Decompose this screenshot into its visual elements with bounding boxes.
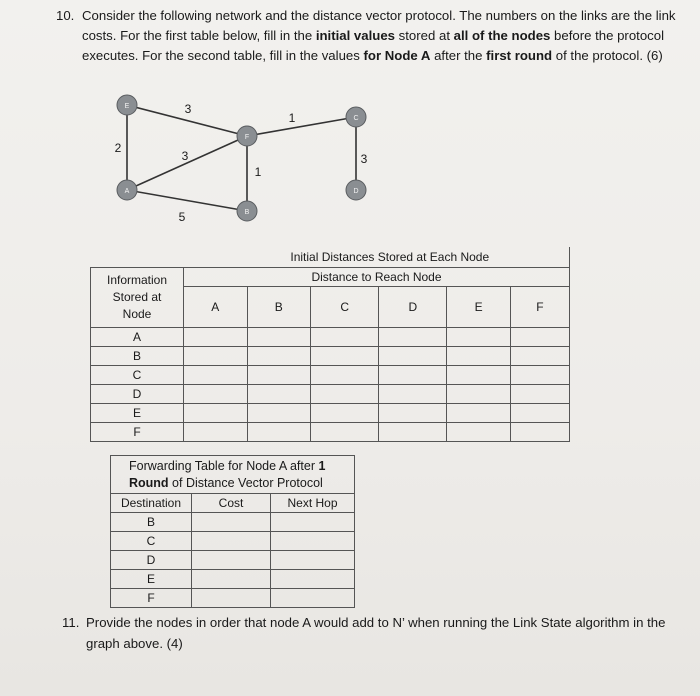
empty-cell[interactable] bbox=[247, 366, 311, 385]
column-header: B bbox=[247, 287, 311, 328]
node-label-e: E bbox=[124, 103, 130, 110]
column-header: Cost bbox=[192, 494, 271, 513]
network-graph bbox=[0, 0, 700, 250]
empty-cell[interactable] bbox=[510, 404, 569, 423]
empty-cell[interactable] bbox=[379, 385, 447, 404]
header-information-stored: Information Stored at Node bbox=[91, 268, 184, 328]
table-row bbox=[91, 385, 570, 404]
cost-label-f-c: 1 bbox=[288, 111, 296, 125]
node-label-c: C bbox=[353, 115, 359, 122]
empty-cell[interactable] bbox=[247, 385, 311, 404]
column-header: E bbox=[447, 287, 511, 328]
column-header: F bbox=[510, 287, 569, 328]
empty-cell[interactable] bbox=[510, 423, 569, 442]
node-label-b: B bbox=[244, 209, 250, 216]
empty-cell[interactable] bbox=[271, 551, 355, 570]
empty-cell[interactable] bbox=[184, 366, 248, 385]
empty-cell[interactable] bbox=[447, 366, 511, 385]
column-header: A bbox=[184, 287, 248, 328]
cost-label-e-f: 3 bbox=[184, 102, 192, 116]
question-text: Provide the nodes in order that node A would add to N’ when running the Link State algorithm in the graph above. (4) bbox=[86, 615, 666, 651]
column-header: Destination bbox=[111, 494, 192, 513]
empty-cell[interactable] bbox=[311, 328, 379, 347]
empty-cell[interactable] bbox=[271, 513, 355, 532]
empty-cell[interactable] bbox=[311, 347, 379, 366]
empty-cell[interactable] bbox=[311, 423, 379, 442]
column-header: C bbox=[311, 287, 379, 328]
empty-cell[interactable] bbox=[271, 589, 355, 608]
table-title: Initial Distances Stored at Each Node bbox=[91, 247, 570, 268]
empty-cell[interactable] bbox=[447, 404, 511, 423]
table-row bbox=[111, 513, 355, 532]
empty-cell[interactable] bbox=[379, 328, 447, 347]
empty-cell[interactable] bbox=[184, 404, 248, 423]
empty-cell[interactable] bbox=[379, 404, 447, 423]
row-label: E bbox=[91, 404, 184, 423]
row-label: C bbox=[111, 532, 192, 551]
cost-label-e-a: 2 bbox=[114, 141, 122, 155]
row-label: F bbox=[111, 589, 192, 608]
link-f-c bbox=[247, 115, 359, 136]
empty-cell[interactable] bbox=[510, 366, 569, 385]
table-row bbox=[111, 551, 355, 570]
table-row bbox=[111, 570, 355, 589]
row-label: F bbox=[91, 423, 184, 442]
table-row bbox=[91, 423, 570, 442]
table-row bbox=[91, 404, 570, 423]
empty-cell[interactable] bbox=[247, 404, 311, 423]
table-row bbox=[111, 532, 355, 551]
empty-cell[interactable] bbox=[192, 532, 271, 551]
empty-cell[interactable] bbox=[379, 347, 447, 366]
question-number: 10. bbox=[56, 8, 75, 23]
table-row bbox=[91, 347, 570, 366]
empty-cell[interactable] bbox=[271, 532, 355, 551]
link-a-b bbox=[124, 188, 247, 211]
table-row bbox=[111, 589, 355, 608]
row-label: D bbox=[91, 385, 184, 404]
empty-cell[interactable] bbox=[447, 423, 511, 442]
empty-cell[interactable] bbox=[311, 385, 379, 404]
link-a-f bbox=[127, 134, 250, 190]
empty-cell[interactable] bbox=[247, 347, 311, 366]
empty-cell[interactable] bbox=[510, 347, 569, 366]
empty-cell[interactable] bbox=[447, 328, 511, 347]
empty-cell[interactable] bbox=[184, 385, 248, 404]
empty-cell[interactable] bbox=[192, 589, 271, 608]
empty-cell[interactable] bbox=[379, 423, 447, 442]
column-header: Next Hop bbox=[271, 494, 355, 513]
empty-cell[interactable] bbox=[447, 385, 511, 404]
empty-cell[interactable] bbox=[192, 513, 271, 532]
empty-cell[interactable] bbox=[311, 404, 379, 423]
empty-cell[interactable] bbox=[379, 366, 447, 385]
empty-cell[interactable] bbox=[271, 570, 355, 589]
empty-cell[interactable] bbox=[510, 385, 569, 404]
empty-cell[interactable] bbox=[247, 328, 311, 347]
row-label: E bbox=[111, 570, 192, 589]
column-header: D bbox=[379, 287, 447, 328]
header-distance-to-reach: Distance to Reach Node bbox=[184, 268, 570, 287]
question-text: Consider the following network and the distance vector protocol. The numbers on the links are the link costs. For the first table below, fill in the initial values stored at all of the nodes before the protocol executes. For the second table, fill in the values for Node A after the first round of the protocol. (6) bbox=[82, 8, 676, 63]
row-label: B bbox=[111, 513, 192, 532]
row-label: B bbox=[91, 347, 184, 366]
table-row bbox=[91, 366, 570, 385]
node-label-f: F bbox=[244, 134, 250, 141]
empty-cell[interactable] bbox=[510, 328, 569, 347]
node-label-d: D bbox=[353, 188, 359, 195]
forwarding-table bbox=[110, 455, 355, 608]
row-label: C bbox=[91, 366, 184, 385]
empty-cell[interactable] bbox=[184, 347, 248, 366]
node-label-a: A bbox=[124, 188, 130, 195]
row-label: D bbox=[111, 551, 192, 570]
cost-label-a-f: 3 bbox=[181, 149, 189, 163]
table-row bbox=[91, 328, 570, 347]
initial-distances-table bbox=[90, 247, 570, 442]
empty-cell[interactable] bbox=[247, 423, 311, 442]
forwarding-table-title: Forwarding Table for Node A after 1 Round of Distance Vector Protocol bbox=[111, 456, 355, 494]
empty-cell[interactable] bbox=[447, 347, 511, 366]
cost-label-a-b: 5 bbox=[178, 210, 186, 224]
cost-label-c-d: 3 bbox=[360, 152, 368, 166]
row-label: A bbox=[91, 328, 184, 347]
empty-cell[interactable] bbox=[184, 423, 248, 442]
empty-cell[interactable] bbox=[184, 328, 248, 347]
empty-cell[interactable] bbox=[311, 366, 379, 385]
empty-cell[interactable] bbox=[192, 551, 271, 570]
question-number: 11. bbox=[62, 615, 80, 630]
cost-label-f-b: 1 bbox=[254, 165, 262, 179]
empty-cell[interactable] bbox=[192, 570, 271, 589]
